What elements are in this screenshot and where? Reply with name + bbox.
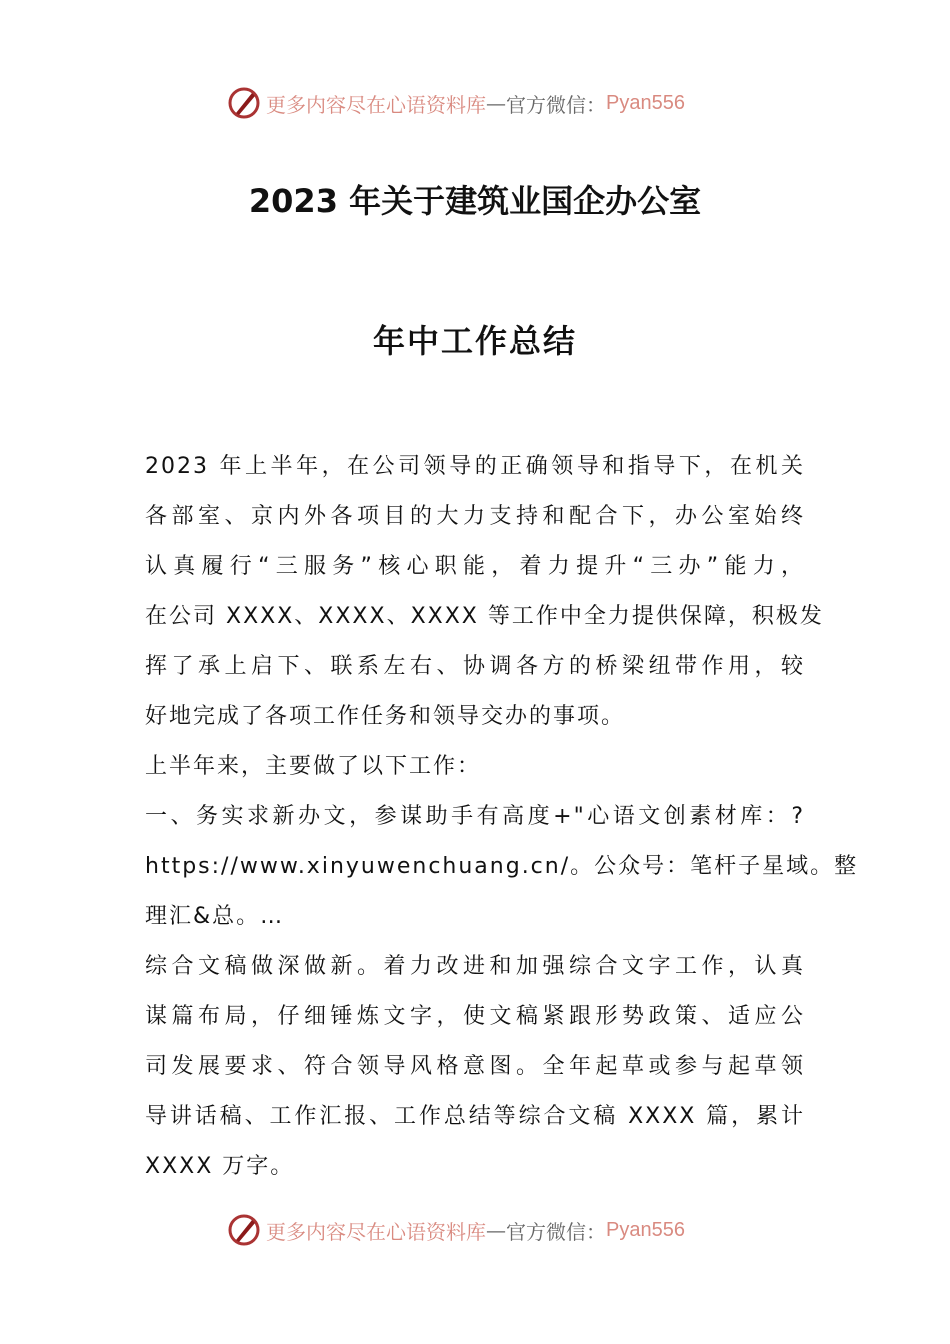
watermark-dash: — — [486, 1218, 506, 1242]
text-line: 司发展要求、符合领导风格意图。全年起草或参与起草领 — [145, 1054, 805, 1079]
watermark-site: 更多内容尽在心语资料库 — [266, 92, 486, 117]
header-watermark — [226, 85, 685, 121]
title-line-2: 年中工作总结 — [372, 322, 577, 360]
text-line: https://www.xinyuwenchuang.cn/。公众号：笔杆子星域。整 — [145, 854, 859, 879]
text-line: 理汇&总。… — [145, 904, 285, 929]
footer-watermark — [226, 1212, 685, 1248]
text-line: XXXX 万字。 — [145, 1154, 295, 1179]
text-line: 一、务实求新办文，参谋助手有高度+"心语文创素材库：? — [145, 804, 805, 829]
watermark-wechat-id: Pyan556 — [606, 91, 685, 114]
watermark-wechat-label: 官方微信： — [506, 1219, 606, 1244]
text-line: 谋篇布局，仔细锤炼文字，使文稿紧跟形势政策、适应公 — [145, 1004, 805, 1029]
pen-logo-icon — [226, 1212, 262, 1248]
document-body — [145, 450, 859, 1200]
watermark-dash: — — [486, 91, 506, 115]
watermark-site: 更多内容尽在心语资料库 — [266, 1219, 486, 1244]
watermark-wechat-label: 官方微信： — [506, 92, 606, 117]
pen-logo-icon — [226, 85, 262, 121]
text-line: 综合文稿做深做新。着力改进和加强综合文字工作，认真 — [145, 954, 805, 979]
watermark-wechat-id: Pyan556 — [606, 1218, 685, 1241]
text-line: 在公司 XXXX、XXXX、XXXX 等工作中全力提供保障，积极发 — [145, 604, 824, 629]
text-line: 认真履行“三服务”核心职能，着力提升“三办”能力， — [145, 554, 805, 579]
text-line: 好地完成了各项工作任务和领导交办的事项。 — [145, 704, 626, 729]
text-line: 导讲话稿、工作汇报、工作总结等综合文稿 XXXX 篇，累计 — [145, 1104, 805, 1129]
text-line: 各部室、京内外各项目的大力支持和配合下，办公室始终 — [145, 504, 805, 529]
title-line-1: 2023 年关于建筑业国企办公室 — [248, 182, 702, 220]
text-line: 挥了承上启下、联系左右、协调各方的桥梁纽带作用，较 — [145, 654, 805, 679]
text-line: 2023 年上半年，在公司领导的正确领导和指导下，在机关 — [145, 454, 805, 479]
text-line: 上半年来，主要做了以下工作： — [145, 754, 482, 779]
